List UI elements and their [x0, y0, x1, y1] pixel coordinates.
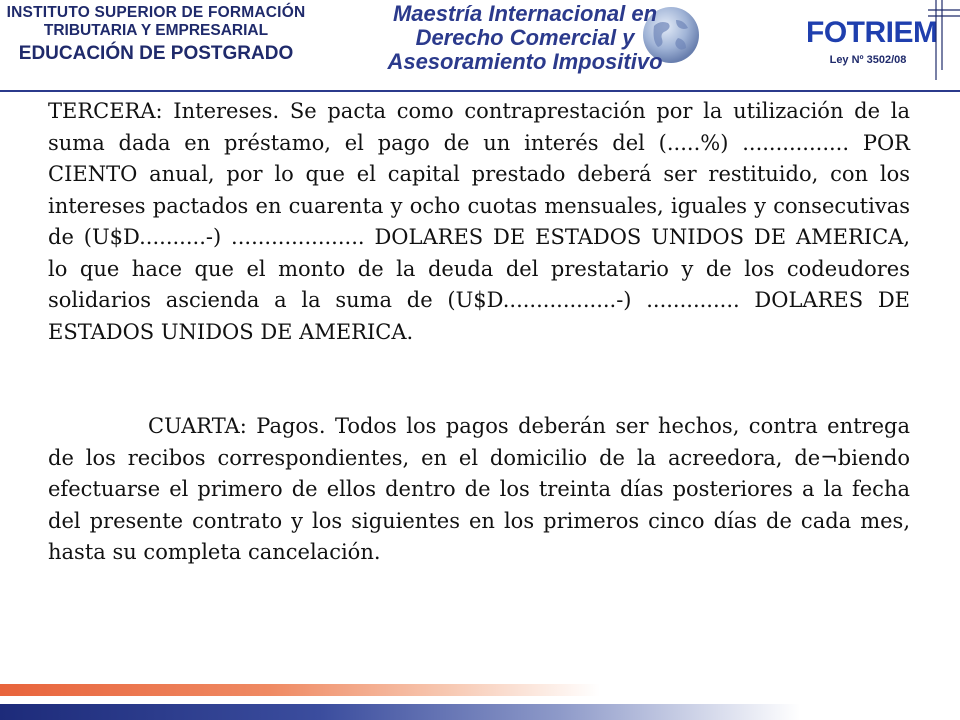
- institute-name-line1: INSTITUTO SUPERIOR DE FORMACIÓN: [6, 4, 306, 21]
- institute-name-line2: TRIBUTARIA Y EMPRESARIAL: [43, 22, 269, 40]
- decorative-lines: [920, 0, 960, 100]
- contract-text: [48, 96, 910, 569]
- fotriem-name: FOTRIEM: [806, 16, 938, 49]
- institute-name-line3: EDUCACIÓN DE POSTGRADO: [18, 42, 294, 64]
- slide-header: [0, 0, 960, 100]
- footer-blue-bar: [0, 704, 800, 720]
- program-title-line1: Maestría Internacional en: [392, 1, 658, 26]
- header-divider: [0, 90, 960, 92]
- clause-cuarta: CUARTA: Pagos. Todos los pagos deberán ser hechos, contra entrega de los recibos correspondientes, en el domicilio de la acreedora, de¬biendo efectuarse el primero de ellos dentro de los treinta días posteriores a la fecha del presente contrato y los siguientes en los primeros cinco días de cada mes, hasta su completa cancelación.: [48, 414, 910, 564]
- program-title: [360, 2, 690, 73]
- clause-tercera: TERCERA: Intereses. Se pacta como contraprestación por la utilización de la suma dada en préstamo, el pago de un interés del (.....%) ................ POR CIENTO anual, por lo que el capital prestado deberá ser restituido, con los intereses pactados en cuarenta y ocho cuotas mensuales, iguales y consecutivas de (U$D..........-) .................... DOLARES DE ESTADOS UNIDOS DE AMERICA, lo que hace que el monto de la deuda del prestatario y de los codeudores solidarios ascienda a la suma de (U$D.................-) .............. DOLARES DE ESTADOS UNIDOS DE AMERICA.: [48, 99, 910, 344]
- program-title-line2: Derecho Comercial y: [415, 24, 635, 50]
- fotriem-logo: [806, 16, 938, 66]
- institute-logo: [6, 4, 306, 65]
- program-title-line3: Asesoramiento Impositivo: [387, 48, 663, 74]
- fotriem-law: Ley Nº 3502/08: [829, 54, 907, 66]
- footer-red-bar: [0, 684, 600, 696]
